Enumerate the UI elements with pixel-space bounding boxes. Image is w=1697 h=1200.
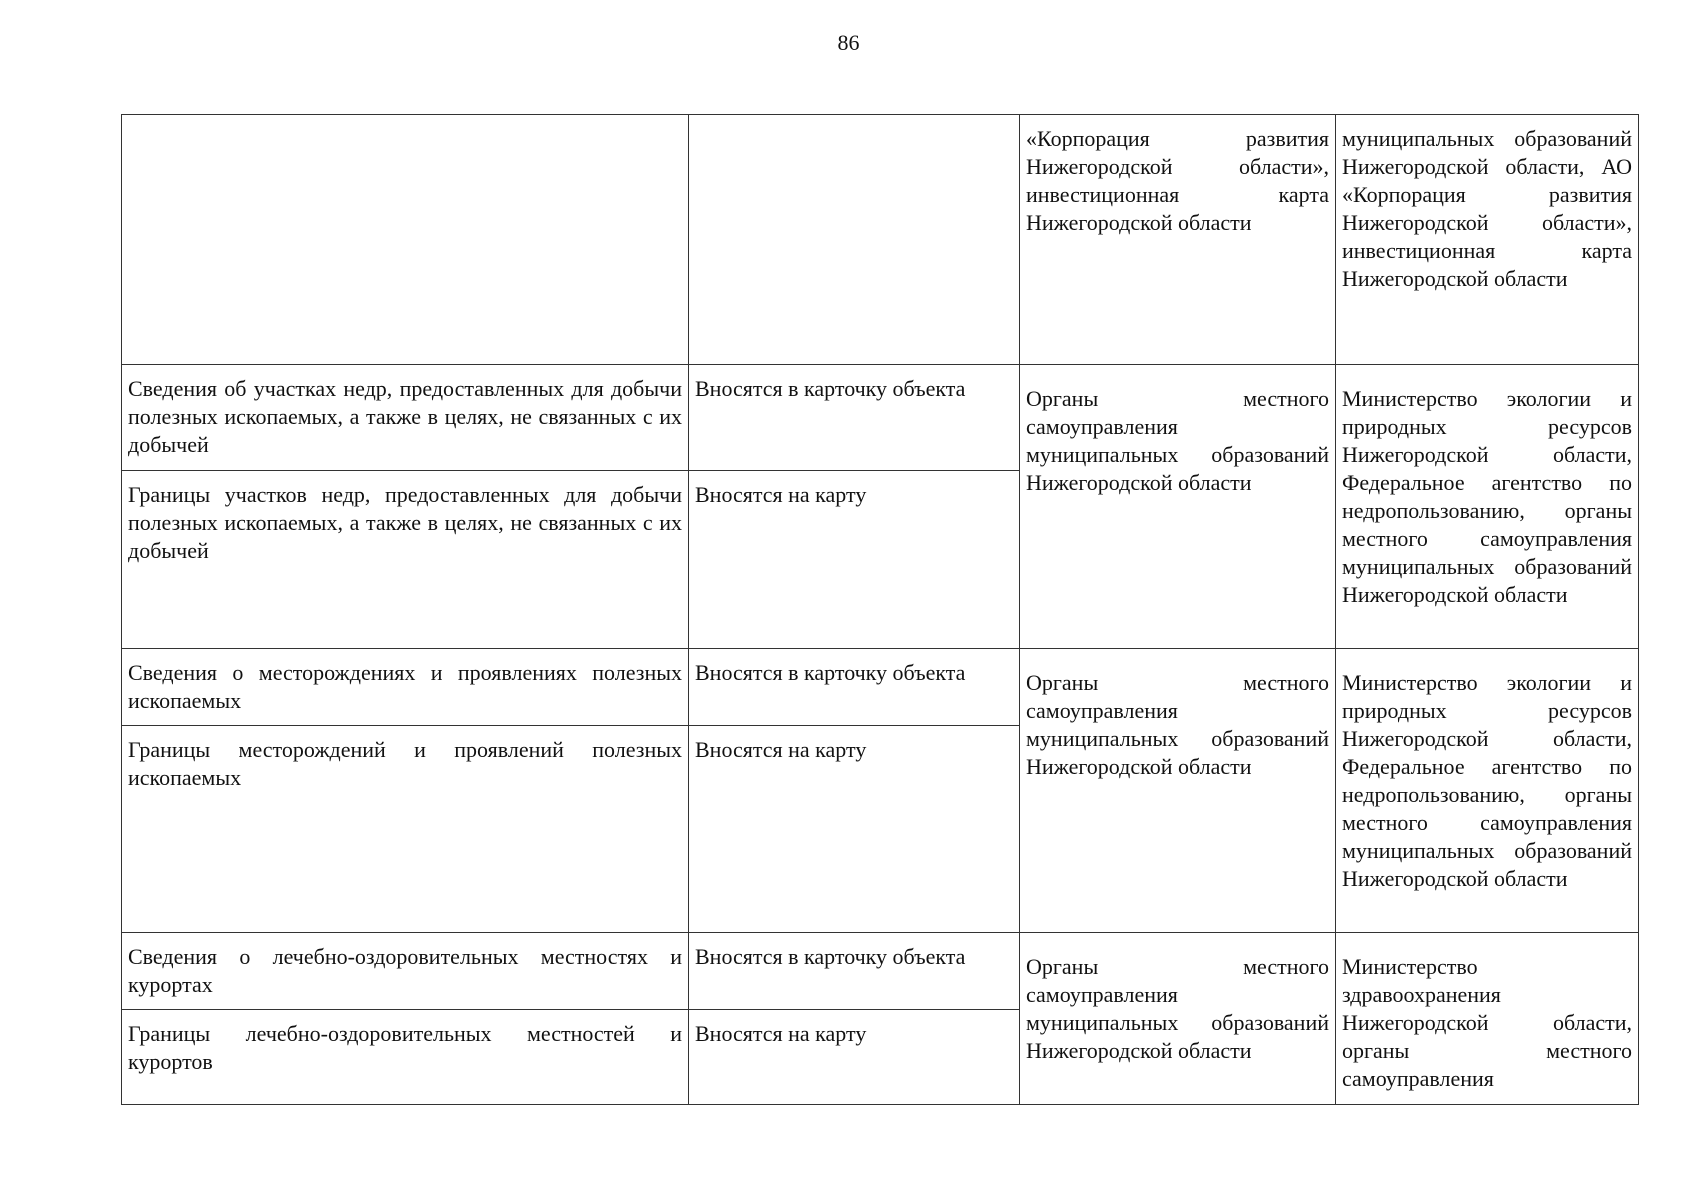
cell-empty bbox=[689, 115, 1020, 365]
cell-responsible: Министерство экологии и природных ресурсов Нижегородской области, Федеральное агентство по недропользованию, органы местного самоуправления муниципальных образований Нижегородской области bbox=[1336, 365, 1639, 649]
cell-responsible: Министерство экологии и природных ресурсов Нижегородской области, Федеральное агентство по недропользованию, органы местного самоуправления муниципальных образований Нижегородской области bbox=[1336, 649, 1639, 933]
cell-empty bbox=[122, 115, 689, 365]
cell-source: Органы местного самоуправления муниципальных образований Нижегородской области bbox=[1020, 365, 1336, 649]
table-row bbox=[122, 649, 1639, 726]
page-number: 86 bbox=[837, 30, 860, 55]
cell-action: Вносятся в карточку объекта bbox=[689, 649, 1020, 726]
cell-responsible: муниципальных образований Нижегородской области, АО «Корпорация развития Нижегородской области», инвестиционная карта Нижегородской области bbox=[1336, 115, 1639, 365]
cell-responsible: Министерство здравоохранения Нижегородской области, органы местного самоуправления bbox=[1336, 933, 1639, 1105]
table-row bbox=[122, 365, 1639, 471]
cell-action: Вносятся на карту bbox=[689, 471, 1020, 649]
cell-description: Сведения об участках недр, предоставленных для добычи полезных ископаемых, а также в целях, не связанных с их добычей bbox=[122, 365, 689, 471]
cell-action: Вносятся на карту bbox=[689, 726, 1020, 933]
cell-description: Границы месторождений и проявлений полезных ископаемых bbox=[122, 726, 689, 933]
cell-description: Границы лечебно-оздоровительных местностей и курортов bbox=[122, 1010, 689, 1105]
cell-source: Органы местного самоуправления муниципальных образований Нижегородской области bbox=[1020, 649, 1336, 933]
cell-action: Вносятся на карту bbox=[689, 1010, 1020, 1105]
data-table bbox=[121, 114, 1639, 1105]
cell-description: Границы участков недр, предоставленных для добычи полезных ископаемых, а также в целях, не связанных с их добычей bbox=[122, 471, 689, 649]
table-row bbox=[122, 933, 1639, 1010]
table-row-continuation bbox=[122, 115, 1639, 365]
cell-description: Сведения о лечебно-оздоровительных местностях и курортах bbox=[122, 933, 689, 1010]
cell-source: Органы местного самоуправления муниципальных образований Нижегородской области bbox=[1020, 933, 1336, 1105]
cell-description: Сведения о месторождениях и проявлениях полезных ископаемых bbox=[122, 649, 689, 726]
cell-action: Вносятся в карточку объекта bbox=[689, 933, 1020, 1010]
cell-source: «Корпорация развития Нижегородской области», инвестиционная карта Нижегородской области bbox=[1020, 115, 1336, 365]
cell-action: Вносятся в карточку объекта bbox=[689, 365, 1020, 471]
